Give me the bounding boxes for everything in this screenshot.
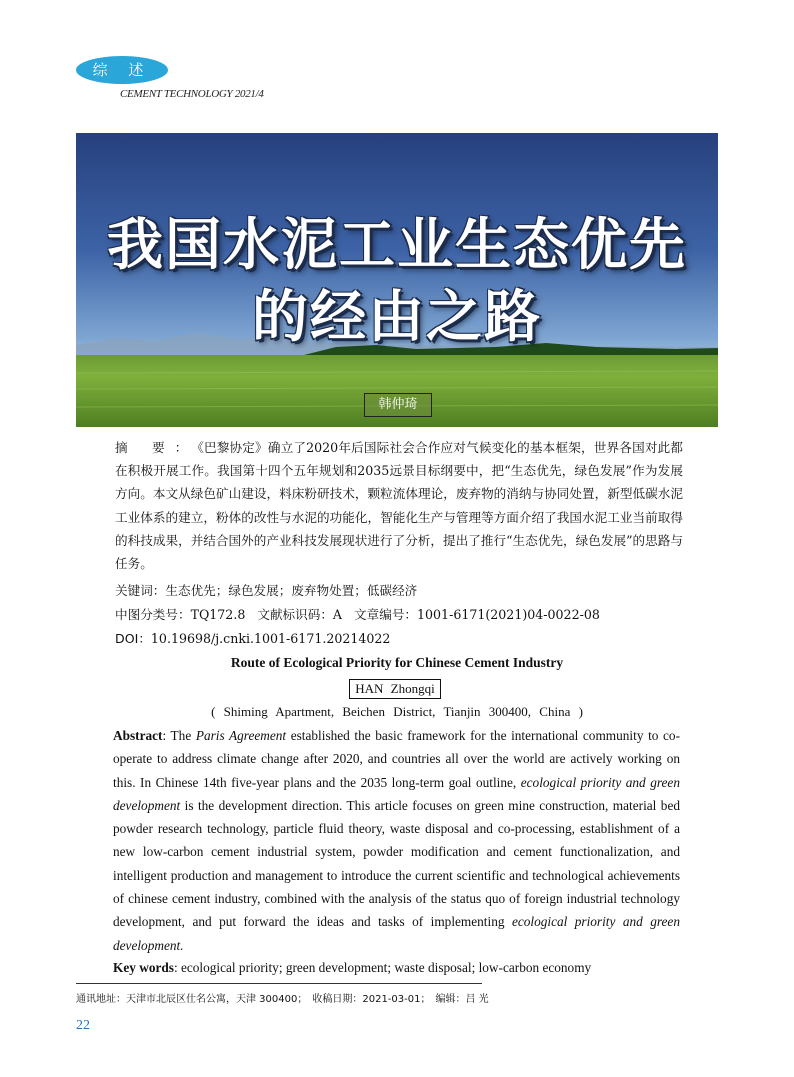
section-tag: 综 述	[76, 56, 168, 84]
clc-label: 中图分类号：	[115, 607, 191, 622]
abstract-emphasis: Paris Agreement	[195, 728, 287, 743]
page-number: 22	[76, 1018, 90, 1033]
abstract-text-part: is the development direction. This article focuses on green mine construction, material bed powder research technology, particle fluid theory, waste disposal and co-processing, establishment of a new low-carbon cement industrial system, powder modification and cement functionalization, and intelligent production and management to introduce the current scientific and technological achievements of chinese cement industry, combined with the analysis of the status quo of foreign industrial technology development, and put forward the ideas and tasks of implementing	[113, 797, 680, 930]
doi-line	[115, 628, 390, 647]
article-title-line-1: 我国水泥工业生态优先	[107, 213, 687, 278]
doi-label: DOI：	[115, 631, 151, 646]
article-title-line-2: 的经由之路	[252, 285, 542, 350]
doc-code-label: 文献标识码：	[257, 607, 333, 622]
english-author: HAN Zhongqi	[349, 679, 441, 699]
author-name-badge: 韩仲琦	[364, 393, 432, 417]
english-keywords	[113, 960, 591, 976]
clc-value: TQ172.8	[190, 607, 246, 622]
keywords-label-en: Key words	[113, 960, 174, 975]
abstract-label-en: Abstract	[113, 728, 163, 743]
keywords-text-en: : ecological priority; green development; waste disposal; low-carbon economy	[173, 960, 592, 975]
article-number-value: 1001-6171(2021)04-0022-08	[417, 607, 600, 622]
abstract-text-part: established the basic framework for the international community to co-operate to address climate change after 2020, and countries all over the world are actively working on this. In Chinese 14th five-year plans and the 2035 long-term goal outline,	[113, 728, 680, 790]
footnote: 通讯地址：天津市北辰区仕名公寓，天津 300400； 收稿日期：2021-03-01； 编辑：吕 光	[76, 994, 489, 1005]
article-number-label: 文章编号：	[354, 607, 418, 622]
abstract-label: 摘 要：	[115, 440, 198, 455]
doi-value: 10.19698/j.cnki.1001-6171.20214022	[150, 631, 391, 646]
abstract-emphasis: ecological priority and green development	[113, 774, 680, 813]
keywords-label: 关键词：	[115, 583, 166, 598]
english-abstract	[113, 724, 680, 957]
abstract-emphasis: ecological priority and green development.	[113, 914, 680, 953]
abstract-text: 《巴黎协定》确立了2020年后国际社会合作应对气候变化的基本框架，世界各国对此都在积极开展工作。我国第十四个五年规划和2035远景目标纲要中，把“生态优先，绿色发展”作为发展方向。本文从绿色矿山建设，料床粉研技术，颗粒流体理论，废弃物的消纳与协同处置，新型低碳水泥工业体系的建立，粉体的改性与水泥的功能化，智能化生产与管理等方面介绍了我国水泥工业当前取得的科技成果，并结合国外的产业科技发展现状进行了分析，提出了推行“生态优先，绿色发展”的思路与任务。	[115, 440, 683, 572]
english-title: Route of Ecological Priority for Chinese Cement Industry	[230, 655, 564, 670]
footnote-divider	[76, 983, 482, 984]
keywords-chinese	[115, 580, 417, 599]
classification-line	[115, 604, 600, 623]
english-affiliation: ( Shiming Apartment, Beichen District, Tianjin 300400, China )	[211, 704, 583, 719]
hero-image	[76, 133, 718, 427]
doc-code-value: A	[332, 607, 343, 622]
abstract-text-part: : The	[162, 728, 196, 743]
journal-header: CEMENT TECHNOLOGY 2021/4	[120, 88, 264, 100]
keywords-text: 生态优先；绿色发展；废弃物处置；低碳经济	[165, 583, 418, 598]
chinese-abstract	[115, 436, 683, 575]
